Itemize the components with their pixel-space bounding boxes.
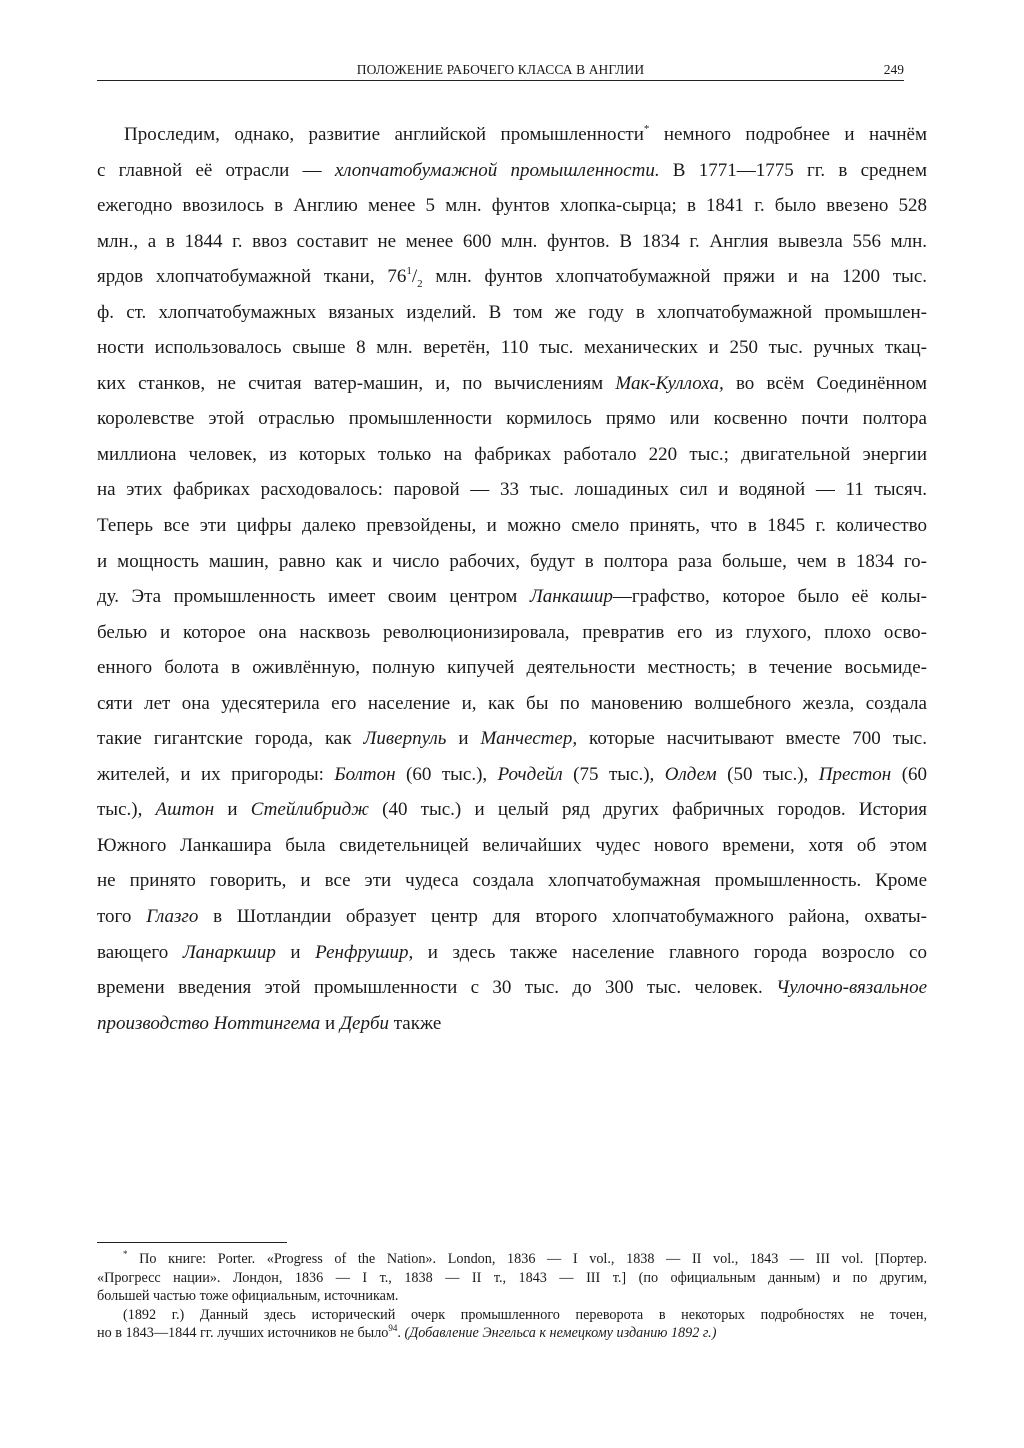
text-line: ф. ст. хлопчатобумажных вязаных изделий. В том же году в хлопчатобумажной промышлен- [97,301,927,323]
footnote-line: «Прогресс нации». Лондон, 1836 — I т., 1838 — II т., 1843 — III т.] (по официальным данным) и по другим, [97,1269,927,1286]
footnote-marker: * [123,1249,128,1259]
emphasis: Ливерпуль [363,728,447,750]
emphasis: Престон [818,763,892,785]
text-line: на этих фабриках расходовалось: паровой — 33 тыс. лошадиных сил и водяной — 11 тысяч. [97,479,927,501]
emphasis: Мак-Куллоха, [615,372,724,394]
emphasis: Ланаркшир [182,941,276,963]
text-line: млн., а в 1844 г. ввоз составит не менее 600 млн. фунтов. В 1834 г. Англия вывезла 556 млн. [97,230,927,252]
text-line: ности использовалось свыше 8 млн. веретён, 110 тыс. механических и 250 тыс. ручных ткац- [97,337,927,359]
footnote-line: (1892 г.) Данный здесь исторический очерк промышленного переворота в некоторых подробностях не точен, [123,1306,927,1323]
note-reference: 94 [388,1323,398,1333]
footnote-line: большей частью тоже официальным, источникам. [97,1288,399,1304]
footnotes [97,1250,927,1343]
text-line-last: производство Ноттингема и Дерби также [97,1012,442,1034]
text-line: ду. Эта промышленность имеет своим центром Ланкашир—графство, которое было её колы- [97,586,928,608]
page-number: 249 [883,62,904,77]
emphasis: Олдем [664,763,717,785]
text-line: вающего Ланаркшир и Ренфрушир, и здесь также население главного города возросло со [97,941,927,963]
footnote-separator [97,1242,287,1243]
text-line: того Глазго в Шотландии образует центр для второго хлопчатобумажного района, охваты- [97,906,927,928]
emphasis: производство Ноттингема [97,1012,321,1034]
text-line: белью и которое она насквозь революционизировала, превратив его из глухого, плохо осво- [97,621,927,643]
emphasis: Стейлибридж [250,799,369,821]
emphasis: (Добавление Энгельса к немецкому изданию 1892 г.) [404,1325,717,1341]
fraction-denominator: 2 [417,277,423,290]
fraction-numerator: 1 [406,265,412,278]
text-line: Теперь все эти цифры далеко превзойдены, и можно смело принять, что в 1845 г. количество [97,515,927,537]
emphasis: Манчестер, [480,728,578,750]
text-line: не принято говорить, и все эти чудеса создала хлопчатобумажная промышленность. Кроме [97,870,927,892]
text-line: Южного Ланкашира была свидетельницей величайших чудес нового времени, хотя об этом [97,834,927,856]
text-line: ких станков, не считая ватер-машин, и, по вычислениям Мак-Куллоха, во всём Соединённом [97,372,927,394]
emphasis: Рочдейл [497,763,563,785]
text-line: Проследим, однако, развитие английской промышленности* немного подробнее и начнём [124,123,927,145]
emphasis: Ренфрушир, [315,941,414,963]
emphasis: Ланкашир [529,586,613,608]
emphasis: Аштон [155,799,215,821]
emphasis: Чулочно-вязальное [776,977,927,999]
main-text [97,117,927,1041]
text-line: ярдов хлопчатобумажной ткани, $76^1/_2$ млн. фунтов хлопчатобумажной пряжи и на 1200 тыс. [97,265,928,290]
emphasis: Глазго [146,906,199,928]
footnote-line: но в 1843—1844 гг. лучших источников не было$^{94}$. (Добавление Энгельса к немецкому изданию 1892 г.) [97,1323,717,1341]
footnote-line: * По книге: Porter. «Progress of the Nation». London, 1836 — I vol., 1838 — II vol., 1843 — III vol. [Портер. [123,1249,927,1267]
text-line: времени введения этой промышленности с 30 тыс. до 300 тыс. человек. Чулочно-вязальное [97,977,927,999]
emphasis: Болтон [334,763,396,785]
running-title: ПОЛОЖЕНИЕ РАБОЧЕГО КЛАССА В АНГЛИИ [356,62,645,77]
text-line: такие гигантские города, как Ливерпуль и Манчестер, которые насчитывают вместе 700 тыс. [97,728,927,750]
text-line: сяти лет она удесятерила его население и, как бы по мановению волшебного жезла, создала [97,692,927,714]
emphasis: хлопчатобумажной промышленности. [334,159,660,181]
emphasis: Дерби [339,1012,390,1034]
text-line: тыс.), Аштон и Стейлибридж (40 тыс.) и целый ряд других фабричных городов. История [97,799,927,821]
text-line: ежегодно ввозилось в Англию менее 5 млн. фунтов хлопка-сырца; в 1841 г. было ввезено 528 [97,195,927,217]
text-line: миллиона человек, из которых только на фабриках работало 220 тыс.; двигательной энергии [97,443,927,465]
footnote-marker: * [643,123,650,135]
text-line: енного болота в оживлённую, полную кипучей деятельности местность; в течение восьмиде- [97,657,927,679]
text-line: с главной её отрасли — хлопчатобумажной промышленности. В 1771—1775 гг. в среднем [97,159,927,181]
text-line: и мощность машин, равно как и число рабочих, будут в полтора раза больше, чем в 1834 го- [97,550,927,572]
text-line: жителей, и их пригороды: Болтон (60 тыс.), Рочдейл (75 тыс.), Олдем (50 тыс.), Престон (60 [97,763,928,785]
running-header [97,62,904,81]
text-line: королевстве этой отраслью промышленности кормилось прямо или косвенно почти полтора [97,408,927,430]
